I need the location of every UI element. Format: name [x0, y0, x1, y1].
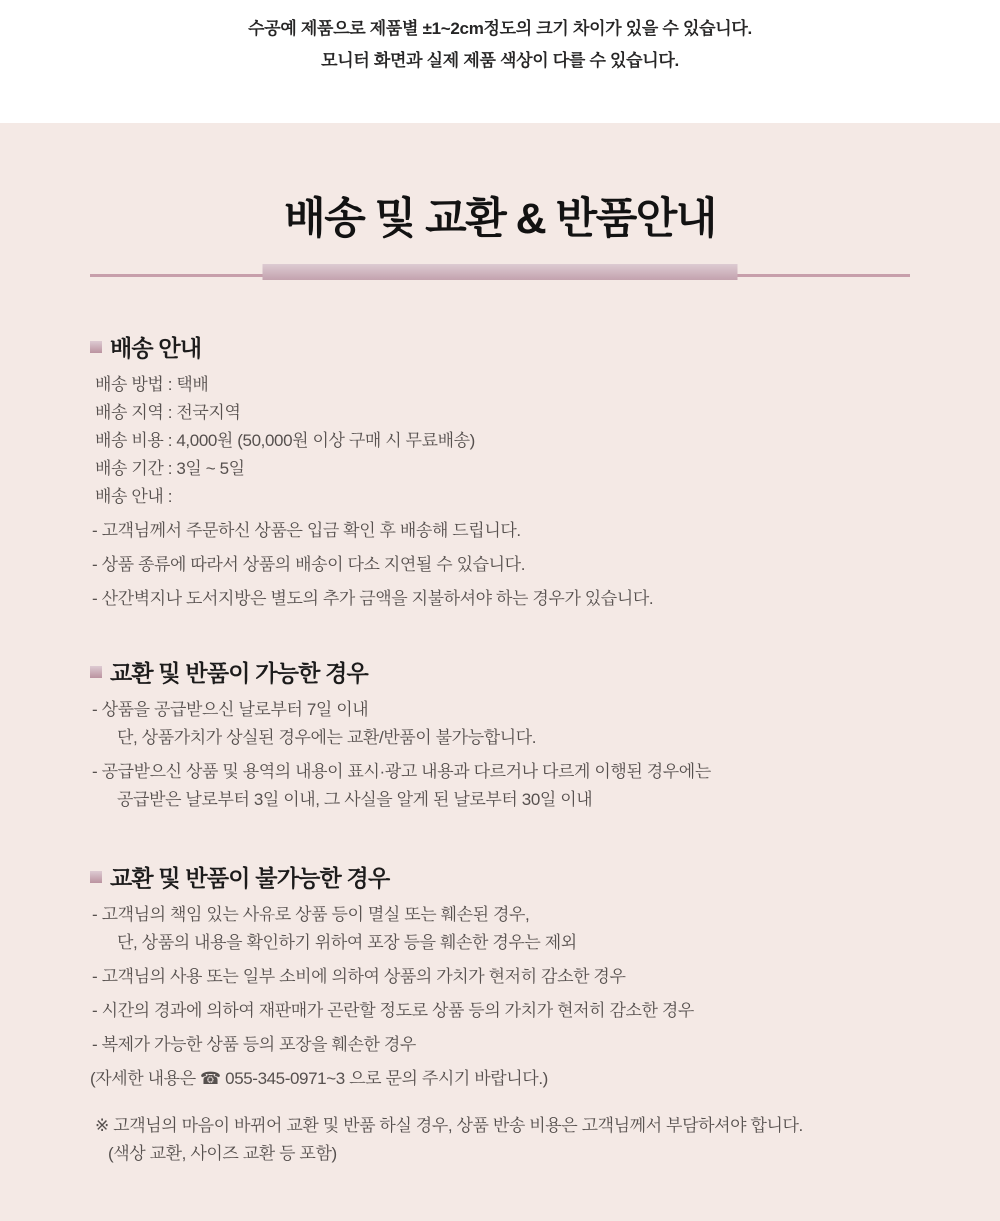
footnote — [90, 1112, 960, 1168]
section-heading-exchange-impossible — [90, 864, 960, 892]
section-exchange-possible — [90, 659, 960, 814]
text-line: 공급받은 날로부터 3일 이내, 그 사실을 알게 된 날로부터 30일 이내 — [117, 790, 593, 809]
text-line: - 공급받으신 상품 및 용역의 내용이 표시·광고 내용과 다르거나 다르게 이행된 경우에는 — [92, 762, 711, 781]
section-heading-exchange-possible — [90, 659, 960, 687]
square-bullet-icon — [90, 666, 102, 678]
text-line: - 상품을 공급받으신 날로부터 7일 이내 — [92, 700, 369, 719]
title-divider — [90, 263, 910, 280]
notice-line-size: 수공예 제품으로 제품별 ±1~2cm정도의 크기 차이가 있을 수 있습니다. — [248, 19, 752, 38]
divider-bar — [263, 264, 738, 280]
text-line: 배송 비용 : 4,000원 (50,000원 이상 구매 시 무료배송) — [95, 431, 475, 450]
text-line: 배송 방법 : 택배 — [95, 375, 209, 394]
footnote-line: ※ 고객님의 마음이 바뀌어 교환 및 반품 하실 경우, 상품 반송 비용은 고객님께서 부담하셔야 합니다. — [95, 1116, 803, 1135]
page-title: 배송 및 교환 & 반품안내 — [284, 195, 716, 243]
text-line: 단, 상품가치가 상실된 경우에는 교환/반품이 불가능합니다. — [117, 728, 537, 747]
text-line: - 상품 종류에 따라서 상품의 배송이 다소 지연될 수 있습니다. — [92, 555, 526, 574]
text-line: 배송 지역 : 전국지역 — [95, 403, 241, 422]
square-bullet-icon — [90, 341, 102, 353]
panel-content — [0, 334, 1000, 1168]
text-line: 배송 기간 : 3일 ~ 5일 — [95, 459, 245, 478]
text-line: - 고객님의 책임 있는 사유로 상품 등이 멸실 또는 훼손된 경우, — [92, 905, 530, 924]
text-line: - 시간의 경과에 의하여 재판매가 곤란할 정도로 상품 등의 가치가 현저히 감소한 경우 — [92, 1001, 694, 1020]
footnote-line: (색상 교환, 사이즈 교환 등 포함) — [108, 1144, 337, 1163]
text-line: - 고객님의 사용 또는 일부 소비에 의하여 상품의 가치가 현저히 감소한 경우 — [92, 967, 626, 986]
section-heading-label: 교환 및 반품이 불가능한 경우 — [110, 865, 390, 891]
text-line: 단, 상품의 내용을 확인하기 위하여 포장 등을 훼손한 경우는 제외 — [117, 933, 577, 952]
text-line: - 산간벽지나 도서지방은 별도의 추가 금액을 지불하셔야 하는 경우가 있습니다. — [92, 589, 654, 608]
phone-contact-note: (자세한 내용은 ☎ 055-345-0971~3 으로 문의 주시기 바랍니다.) — [90, 1069, 548, 1088]
section-heading-label: 교환 및 반품이 가능한 경우 — [110, 660, 368, 686]
square-bullet-icon — [90, 871, 102, 883]
section-heading-shipping — [90, 334, 960, 362]
section-exchange-impossible — [90, 864, 960, 1093]
section-shipping-info — [90, 334, 960, 613]
top-notice — [0, 0, 1000, 123]
notice-line-color: 모니터 화면과 실제 제품 색상이 다를 수 있습니다. — [321, 51, 679, 70]
shipping-exchange-panel — [0, 123, 1000, 1221]
text-line: - 고객님께서 주문하신 상품은 입금 확인 후 배송해 드립니다. — [92, 521, 521, 540]
section-heading-label: 배송 안내 — [110, 335, 202, 361]
text-line: 배송 안내 : — [95, 487, 173, 506]
text-line: - 복제가 가능한 상품 등의 포장을 훼손한 경우 — [92, 1035, 416, 1054]
